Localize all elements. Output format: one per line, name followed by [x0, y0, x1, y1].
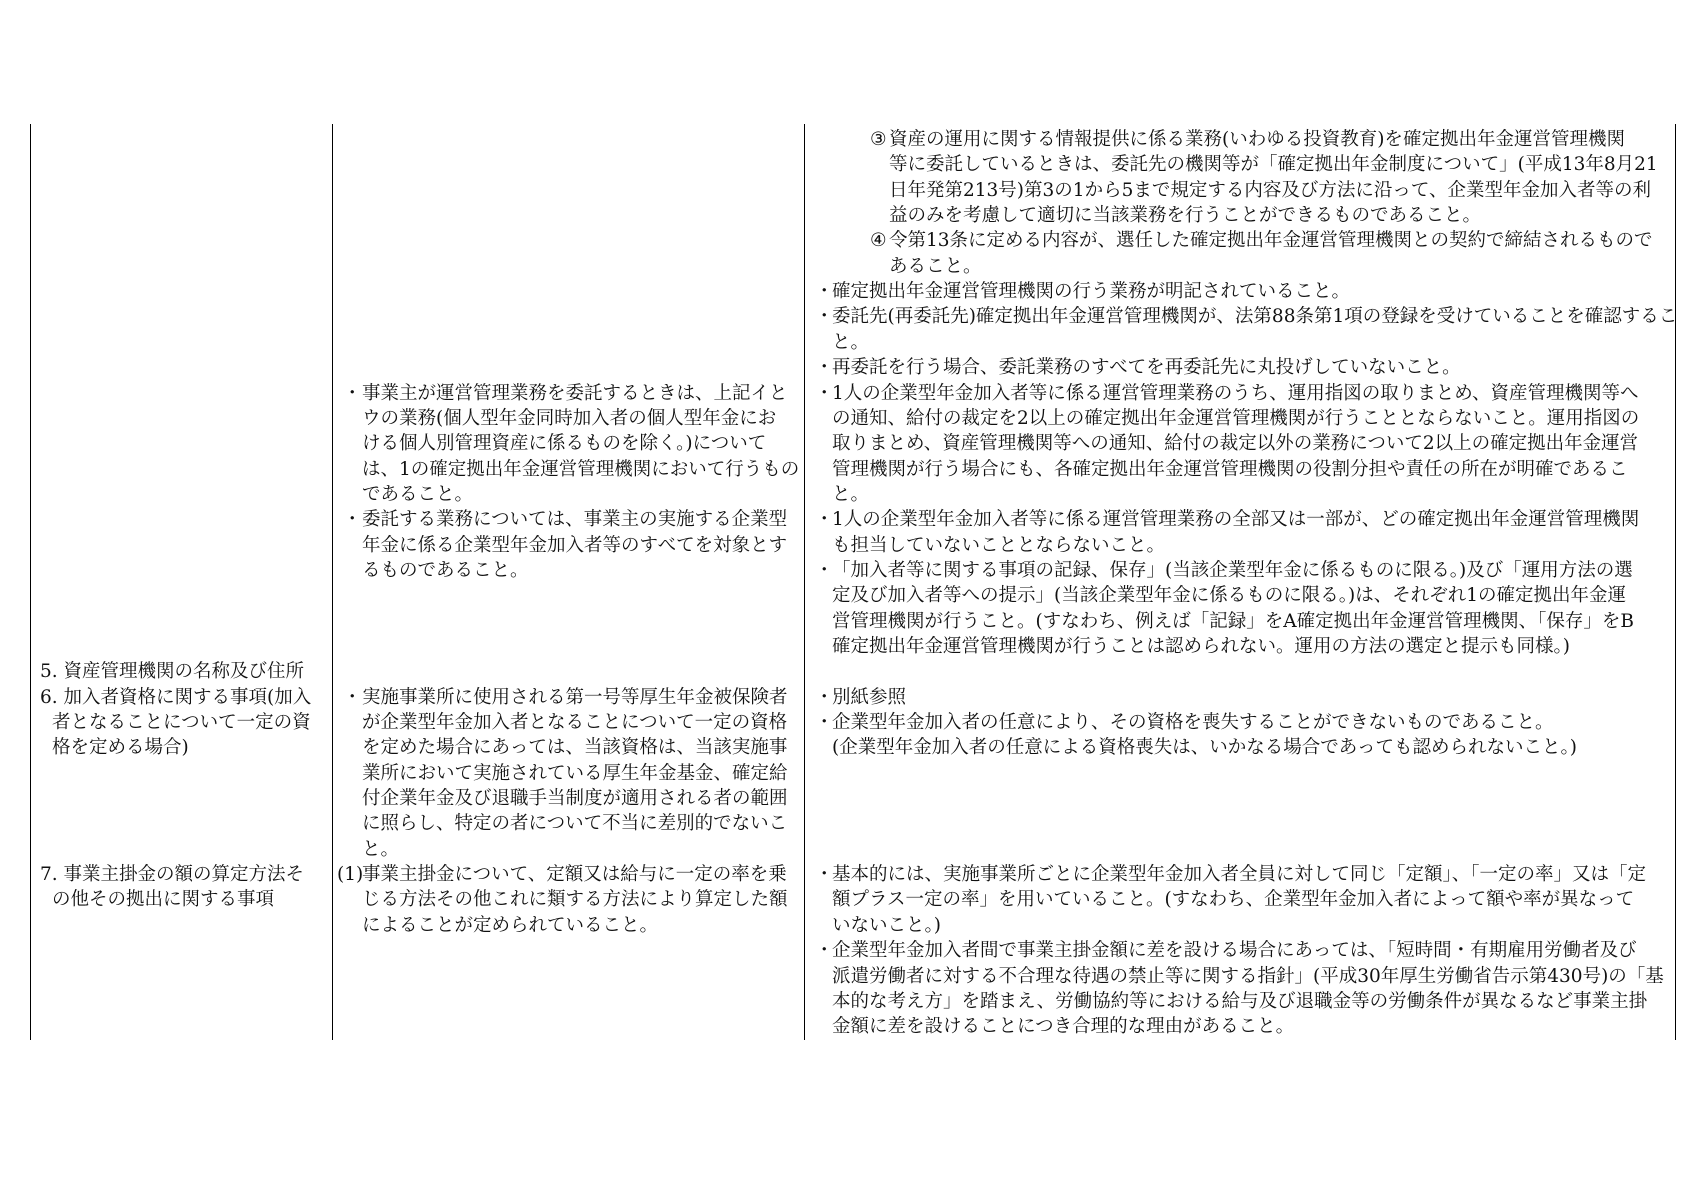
text-line: 金額に差を設けることにつき合理的な理由があること。: [832, 1016, 1295, 1038]
list-marker: ・: [815, 382, 834, 404]
text-line: の通知、給付の裁定を2以上の確定拠出年金運営管理機関が行うこととならないこと。運用指図の: [832, 407, 1640, 429]
text-line: の他その拠出に関する事項: [52, 889, 275, 911]
text-line: るものであること。: [362, 559, 529, 581]
text-line: 等に委託しているときは、委託先の機関等が「確定拠出年金制度について」(平成13年8月21: [889, 154, 1658, 176]
text-line: 資産の運用に関する情報提供に係る業務(いわゆる投資教育)を確定拠出年金運営管理機関: [889, 129, 1625, 150]
list-marker: ・: [815, 509, 834, 531]
list-marker: (1): [337, 864, 364, 886]
text-line: 5. 資産管理機関の名称及び住所: [40, 661, 305, 683]
list-marker: ・: [815, 281, 834, 303]
text-line: 管理機関が行う場合にも、各確定拠出年金運営管理機関の役割分担や責任の所在が明確であるこ: [832, 458, 1628, 480]
text-line: 企業型年金加入者間で事業主掛金額に差を設ける場合にあっては、「短時間・有期雇用労働者及び: [832, 940, 1637, 962]
list-marker: ・: [815, 357, 834, 379]
list-marker: ④: [870, 230, 887, 252]
list-marker: ・: [343, 686, 362, 708]
text-line: (企業型年金加入者の任意による資格喪失は、いかなる場合であっても認められないこと。): [832, 737, 1578, 759]
text-line: 1人の企業型年金加入者等に係る運営管理業務の全部又は一部が、どの確定拠出年金運営管理機関: [832, 509, 1640, 531]
list-marker: ・: [815, 306, 834, 328]
list-marker: ・: [343, 509, 362, 531]
text-line: 業所において実施されている厚生年金基金、確定給: [362, 762, 788, 784]
table-border-left: [30, 124, 31, 1040]
text-line: 額プラス一定の率」を用いていること。(すなわち、企業型年金加入者によって額や率が異なって: [832, 889, 1635, 911]
text-line: 6. 加入者資格に関する事項(加入: [40, 686, 312, 708]
text-line: に照らし、特定の者について不当に差別的でないこ: [362, 813, 788, 835]
text-line: 定及び加入者等への提示」(当該企業型年金に係るものに限る。)は、それぞれ1の確定拠出年金運: [832, 585, 1626, 607]
text-line: であること。: [362, 483, 474, 505]
text-line: 取りまとめ、資産管理機関等への通知、給付の裁定以外の業務について2以上の確定拠出年金運営: [832, 433, 1639, 455]
text-line: 本的な考え方」を踏まえ、労働協約等における給与及び退職金等の労働条件が異なるなど事業主掛: [832, 990, 1648, 1012]
text-line: によることが定められていること。: [362, 914, 659, 936]
text-line: 委託する業務については、事業主の実施する企業型: [362, 509, 788, 531]
text-line: じる方法その他これに類する方法により算定した額: [362, 889, 788, 911]
text-line: は、1の確定拠出年金運営管理機関において行うもの: [362, 458, 800, 480]
text-line: 確定拠出年金運営管理機関の行う業務が明記されていること。: [832, 281, 1351, 303]
text-line: 1人の企業型年金加入者等に係る運営管理業務のうち、運用指図の取りまとめ、資産管理機関等へ: [832, 382, 1639, 404]
text-line: 確定拠出年金運営管理機関が行うことは認められない。運用の方法の選定と提示も同様。): [832, 635, 1570, 657]
text-line: 者となることについて一定の資: [52, 712, 311, 734]
text-line: ける個人別管理資産に係るものを除く。)について: [362, 433, 767, 455]
text-line: あること。: [889, 255, 982, 277]
list-marker: ・: [343, 382, 362, 404]
column-divider-2: [804, 124, 805, 1040]
text-line: ウの業務(個人型年金同時加入者の個人型年金にお: [362, 407, 777, 429]
text-line: 令第13条に定める内容が、選任した確定拠出年金運営管理機関との契約で締結されるもので: [889, 230, 1653, 252]
text-line: も担当していないこととならないこと。: [832, 534, 1166, 556]
text-line: 7. 事業主掛金の額の算定方法そ: [40, 864, 305, 886]
list-marker: ・: [815, 864, 834, 886]
text-line: 付企業年金及び退職手当制度が適用される者の範囲: [362, 788, 788, 810]
text-line: 派遣労働者に対する不合理な待遇の禁止等に関する指針」(平成30年厚生労働省告示第430号)の「基: [832, 965, 1664, 987]
text-line: 企業型年金加入者の任意により、その資格を喪失することができないものであること。: [832, 712, 1554, 734]
text-line: 益のみを考慮して適切に当該業務を行うことができるものであること。: [889, 205, 1482, 227]
text-line: 基本的には、実施事業所ごとに企業型年金加入者全員に対して同じ「定額」、「一定の率」又は「定: [832, 864, 1647, 886]
list-marker: ・: [815, 712, 834, 734]
text-line: 日年発第213号)第3の1から5まで規定する内容及び方法に沿って、企業型年金加入者等の利: [889, 179, 1651, 201]
text-line: いないこと。): [832, 914, 941, 936]
text-line: を定めた場合にあっては、当該資格は、当該実施事: [362, 737, 788, 759]
list-marker: ・: [815, 686, 834, 708]
column-divider-1: [332, 124, 333, 1040]
list-marker: ③: [870, 129, 887, 150]
text-line: と。: [362, 838, 400, 860]
text-line: と。: [832, 483, 870, 505]
text-line: 格を定める場合): [52, 737, 189, 759]
text-line: 事業主掛金について、定額又は給与に一定の率を乗: [362, 864, 787, 886]
text-line: と。: [832, 331, 870, 353]
text-line: が企業型年金加入者となることについて一定の資格: [362, 712, 788, 734]
text-line: 別紙参照: [832, 686, 907, 708]
text-line: 「加入者等に関する事項の記録、保存」(当該企業型年金に係るものに限る。)及び「運用方法の選: [832, 559, 1633, 581]
text-line: 実施事業所に使用される第一号等厚生年金被保険者: [362, 686, 788, 708]
list-marker: ・: [815, 559, 834, 581]
table-border-right: [1675, 124, 1676, 1040]
text-line: 委託先(再委託先)確定拠出年金運営管理機関が、法第88条第1項の登録を受けていることを確認するこ: [832, 306, 1678, 328]
text-line: 事業主が運営管理業務を委託するときは、上記イと: [362, 382, 788, 404]
list-marker: ・: [815, 940, 834, 962]
text-line: 再委託を行う場合、委託業務のすべてを再委託先に丸投げしていないこと。: [832, 357, 1461, 379]
text-line: 年金に係る企業型年金加入者等のすべてを対象とす: [362, 534, 788, 556]
text-line: 営管理機関が行うこと。(すなわち、例えば「記録」をA確定拠出年金運営管理機関、「保存」をB: [832, 610, 1634, 632]
